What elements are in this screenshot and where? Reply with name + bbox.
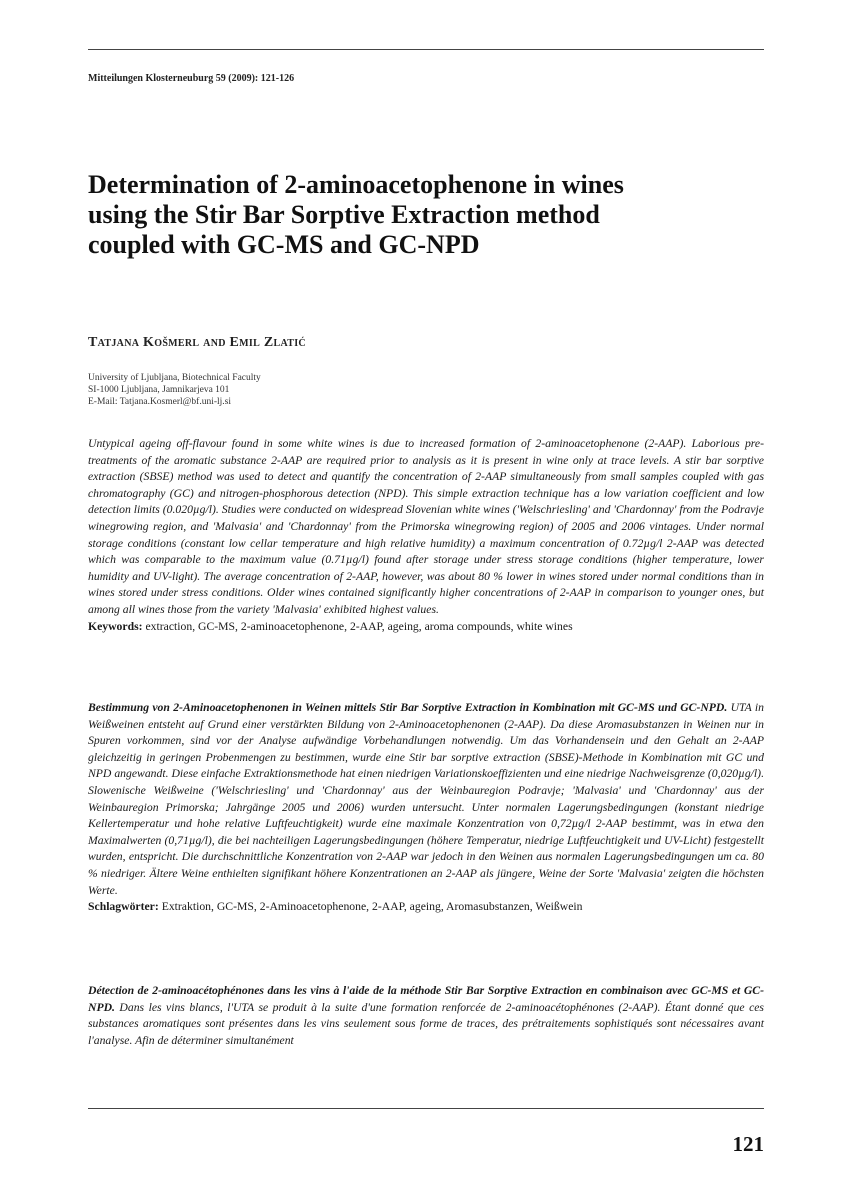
schlagwoerter-values: Extraktion, GC-MS, 2-Aminoacetophenone, 2-AAP, ageing, Aromasubstanzen, Weißwein (158, 900, 583, 914)
abstract-english-text: Untypical ageing off-flavour found in some white wines is due to increased formation of 2-aminoacetophenone (2-AAP). Laborious pre-treatments of the aromatic substance 2-AAP are required prior to analysis as it is present in wine only at trace levels. A stir bar sorptive extraction (SBSE) method was used to detect and quantify the concentration of 2-AAP simultaneously from small samples coupled with gas chromatography (GC) and nitrogen-phosphorous detection (NPD). This simple extraction technique has a low variation coefficient and low detection limits (0.020µg/l). Studies were conducted on widespread Slovenian white wines ('Welschriesling' and 'Chardonnay' from the Podravje winegrowing region, and 'Malvasia' and 'Chardonnay' from the Primorska winegrowing region) of 2005 and 2006 vintages. Under normal storage conditions (constant low cellar temperature and high relative humidity) a maximum concentration of 0.72µg/l 2-AAP was detected which was comparable to the maximum value (0.71µg/l) found after storage under stress storage conditions (higher temperature, lower humidity and UV-light). The average concentration of 2-AAP, however, was about 80 % lower in wines stored under normal conditions than in wines stored under stress conditions. Older wines contained significantly higher concentrations of 2-AAP in comparison to younger ones, but among all wines those from the variety 'Malvasia' exhibited highest values. (88, 437, 764, 616)
schlagwoerter-label: Schlagwörter: (88, 900, 159, 914)
abstract-french (88, 983, 764, 1049)
keywords-values: extraction, GC-MS, 2-aminoacetophenone, 2-AAP, ageing, aroma compounds, white wines (142, 619, 573, 633)
affiliation-email: E-Mail: Tatjana.Kosmerl@bf.uni-lj.si (88, 397, 231, 407)
affiliation (88, 372, 764, 408)
title-line: coupled with GC-MS and GC-NPD (88, 230, 480, 259)
abstract-french-text: Dans les vins blancs, l'UTA se produit à la suite d'une formation renforcée de 2-aminoacétophénones (2-AAP). Étant donné que ces substances aromatiques sont présentes dans les vins seulement sous forme de traces, des prétraitements sophistiqués sont nécessaires avant l'analyse. Afin de déterminer simultanément (88, 1000, 764, 1047)
title-line: Determination of 2-aminoacetophenone in wines (88, 170, 624, 199)
abstract-german-heading: Bestimmung von 2-Aminoacetophenonen in Weinen mittels Stir Bar Sorptive Extraction in Kombination mit GC-MS und GC-NPD. (88, 701, 728, 714)
article-title (88, 170, 764, 260)
abstract-french-heading: Détection de 2-aminoacétophénones dans les vins à l'aide de la méthode Stir Bar Sorptive Extraction en combinaison avec GC-MS et GC-NPD. (88, 984, 764, 1014)
keywords-label: Keywords: (88, 619, 143, 633)
abstract-english (88, 436, 764, 635)
author-list: Tatjana Košmerl and Emil Zlatić (88, 335, 306, 350)
footer-rule (88, 1108, 764, 1109)
abstract-german-text: UTA in Weißweinen entsteht auf Grund einer verstärkten Bildung von 2-Aminoacetophenonen (2-AAP). Da diese Aromasubstanzen in Weinen nur in Spuren vorkommen, sind vor der Analyse aufwändige Vorbehandlungen notwendig. Um das Vorhandensein und den Gehalt an 2-AAP gleichzeitig in geringen Probenmengen zu bestimmen, wurde eine Stir bar sorptive extraction (SBSE)-Methode in Kombination mit GC und NPD angewandt. Diese einfache Extraktionsmethode hat einen niedrigen Variationskoeffizienten und eine niedrige Nachweisgrenze (0,020µg/l). Slowenische Weißweine ('Welschriesling' und 'Chardonnay' aus der Weinbauregion Podravje; 'Malvasia' und 'Chardonnay' aus der Weinbauregion Primorska; Jahrgänge 2005 und 2006) wurden untersucht. Unter normalen Lagerungsbedingungen (konstant niedrige Kellertemperatur und hohe relative Luftfeuchtigkeit) wurde eine maximale Konzentration von 0,72µg/l 2-AAP bestimmt, was in etwa den Maximalwerten (0,71µg/l), die bei nachteiligen Lagerungsbedingungen (höhere Temperatur, niedrige Luftfeuchtigkeit und UV-Licht) festgestellt wurden, entspricht. Die durchschnittliche Konzentration von 2-AAP war jedoch in den Weinen aus normalen Lagerungsbedingungen um ca. 80 % niedriger. Ältere Weine enthielten signifikant höhere Konzentrationen an 2-AAP als jüngere, Weine der Sorte 'Malvasia' zeigten die höchsten Werte. (88, 701, 764, 897)
keywords-line (88, 619, 764, 636)
schlagwoerter-line (88, 899, 764, 916)
affiliation-line: University of Ljubljana, Biotechnical Faculty (88, 373, 261, 383)
abstract-german (88, 700, 764, 916)
affiliation-line: SI-1000 Ljubljana, Jamnikarjeva 101 (88, 385, 230, 395)
page-number: 121 (732, 1132, 764, 1156)
journal-header: Mitteilungen Klosterneuburg 59 (2009): 121-126 (88, 73, 295, 84)
title-line: using the Stir Bar Sorptive Extraction method (88, 200, 600, 229)
header-rule (88, 49, 764, 50)
